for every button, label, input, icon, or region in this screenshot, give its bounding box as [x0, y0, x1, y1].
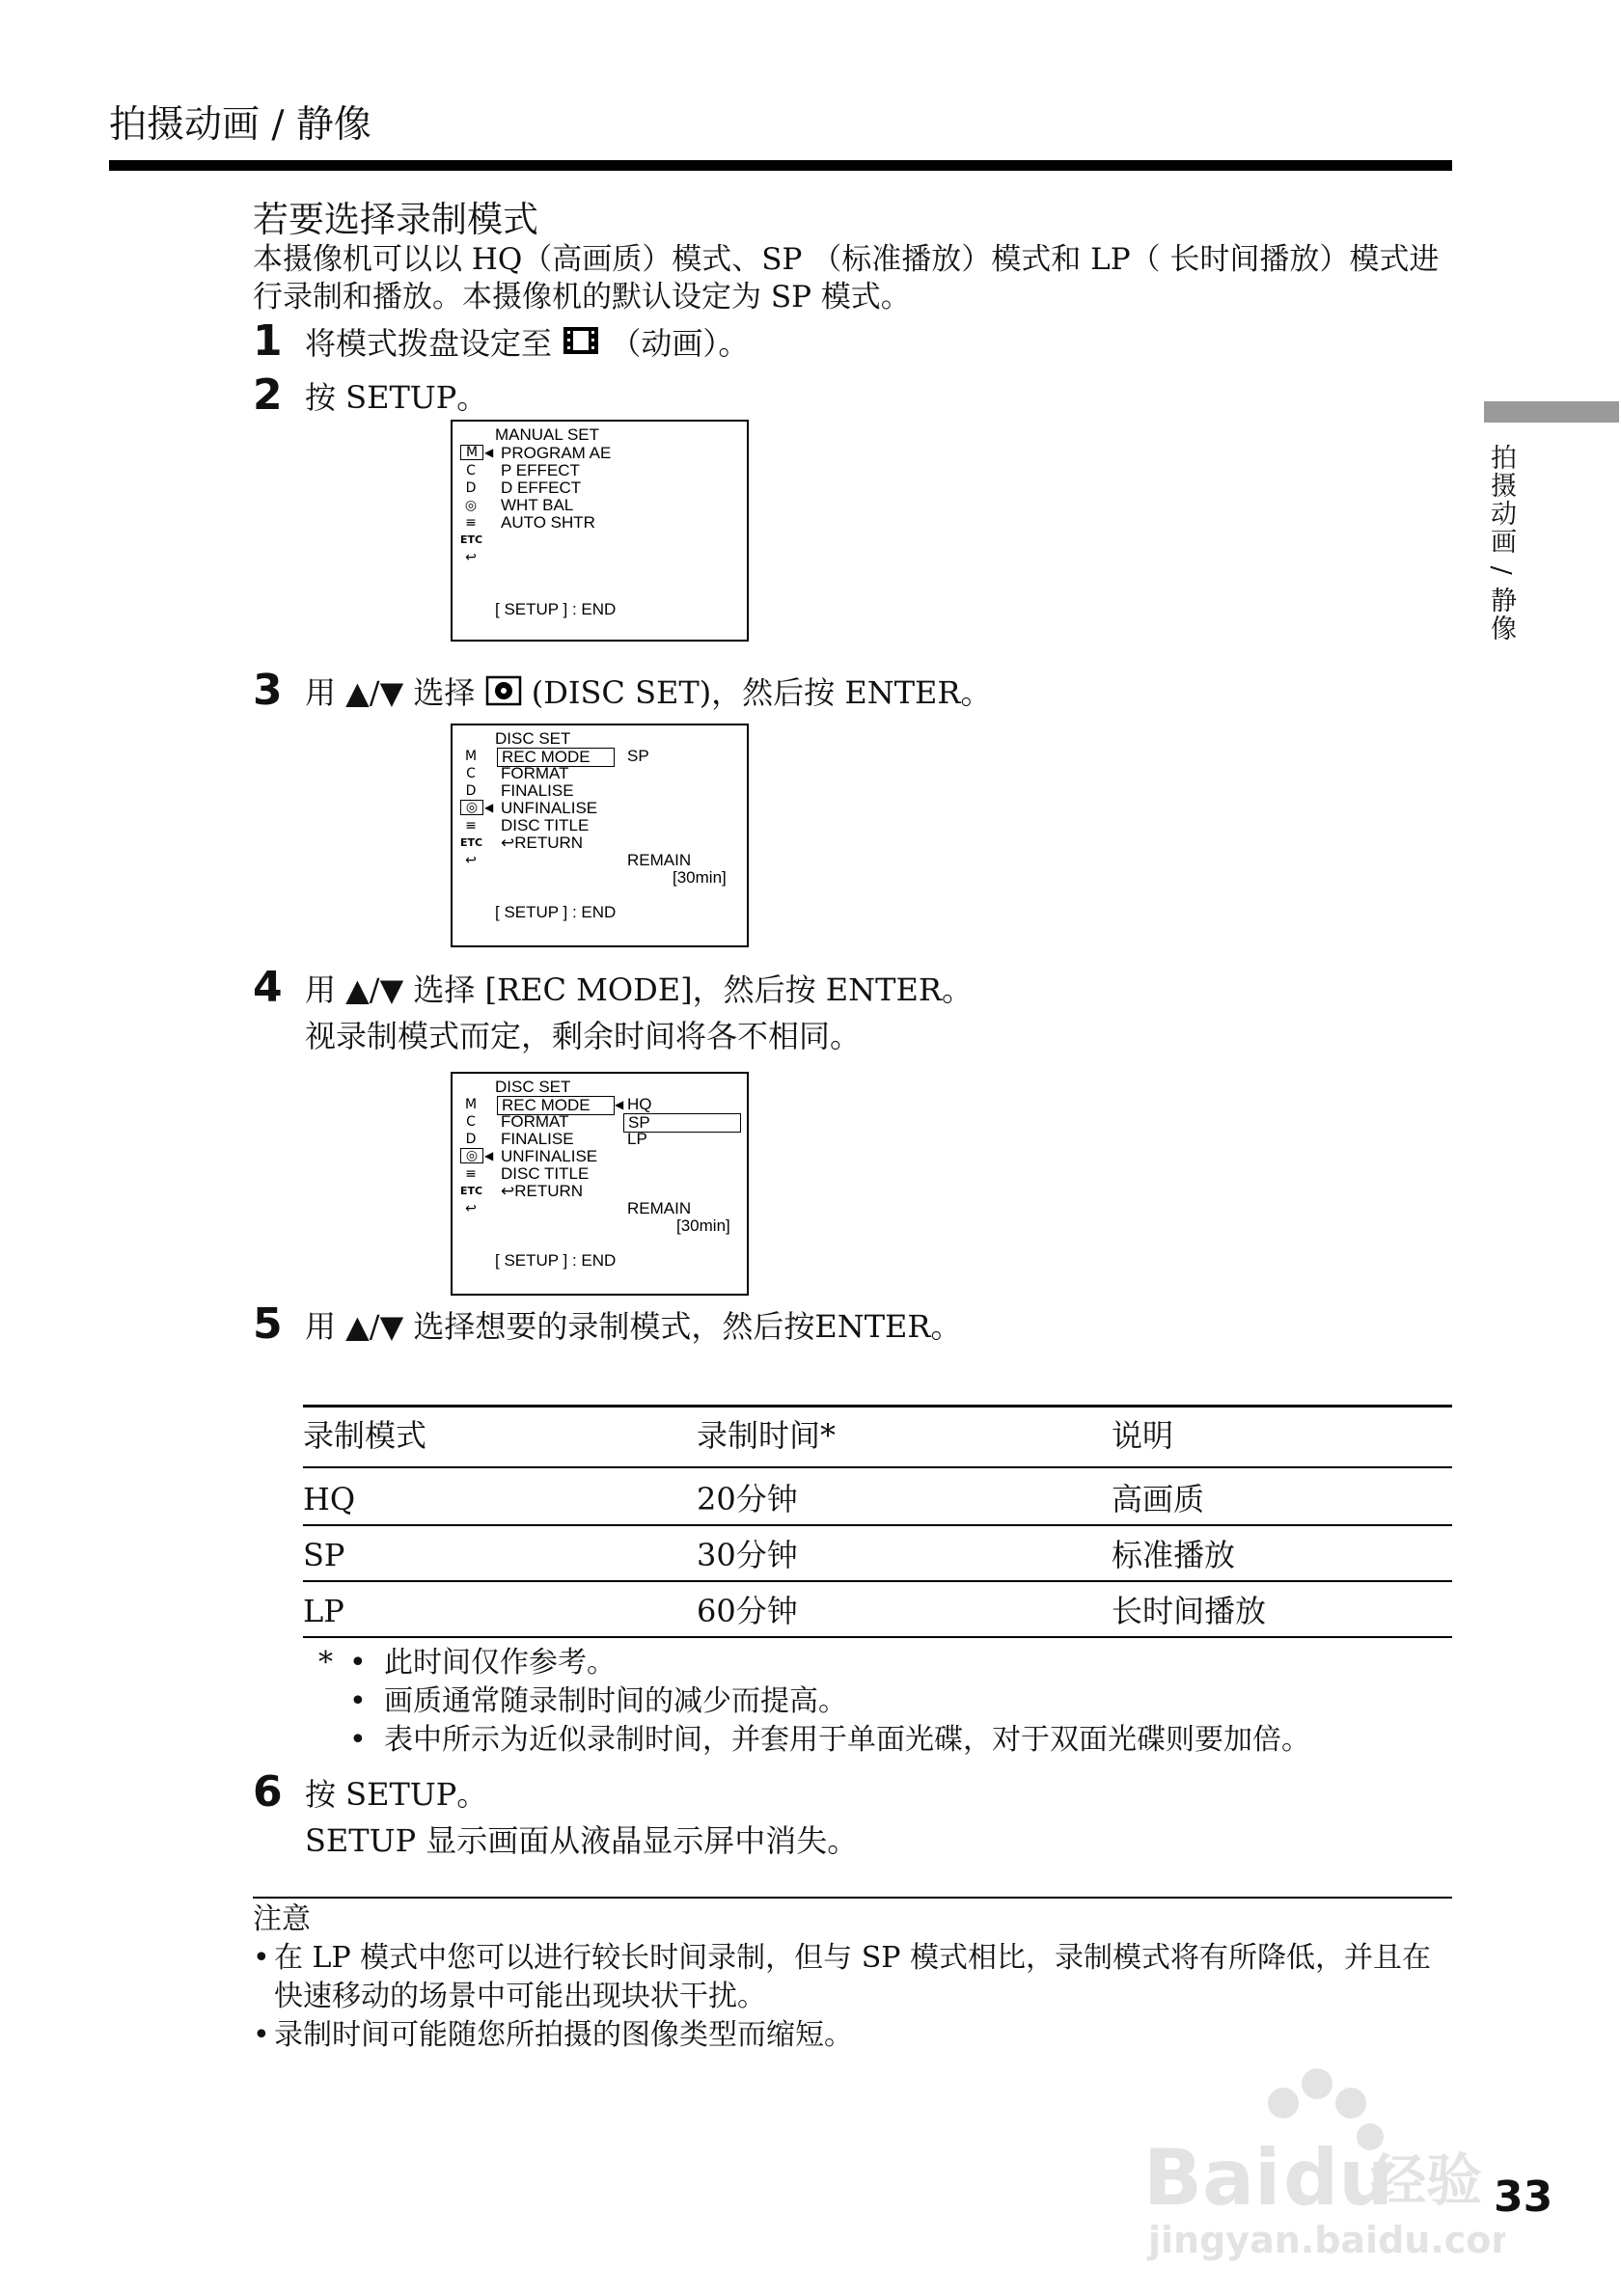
disc-set-icon: ◎: [464, 498, 478, 513]
table-header-mode: 录制模式: [303, 1417, 427, 1454]
manual-set-icon: M: [464, 749, 478, 764]
table-header-time: 录制时间*: [697, 1417, 837, 1454]
menu-item: DISC TITLE: [501, 1164, 590, 1183]
submenu-arrow-icon: ◀: [615, 1098, 624, 1111]
menu-footer: [ SETUP ] : END: [495, 1251, 617, 1270]
return-icon: ↩: [465, 550, 477, 565]
watermark-jingyan: 经验: [1370, 2147, 1483, 2213]
side-section-label: 拍摄动画 / 静像: [1486, 444, 1516, 643]
step-text-4: 用 ▲/▼ 选择 [REC MODE]，然后按 ENTER。: [305, 971, 973, 1008]
option-hq: HQ: [627, 1095, 652, 1113]
table-cell: 长时间播放: [1112, 1593, 1267, 1629]
menu-footer: [ SETUP ] : END: [495, 600, 617, 618]
table-rule: [303, 1524, 1452, 1526]
disc-set-icon: ◎ ◀: [460, 1148, 483, 1163]
bullet-icon: •: [253, 2018, 270, 2052]
menu-item: AUTO SHTR: [501, 513, 595, 532]
bullet-icon: •: [349, 1684, 367, 1718]
menu-item: P EFFECT: [501, 461, 580, 479]
remain-label: REMAIN: [627, 851, 692, 869]
menu-item: D EFFECT: [501, 478, 582, 497]
table-cell: HQ: [303, 1481, 356, 1517]
step-subtext-4: 视录制模式而定，剩余时间将各不相同。: [305, 1018, 862, 1054]
step-number-5: 5: [253, 1299, 283, 1349]
table-rule: [303, 1580, 1452, 1582]
page-number: 33: [1494, 2173, 1553, 2222]
menu-item: UNFINALISE: [501, 799, 598, 817]
camera-set-icon: C: [466, 1114, 476, 1130]
menu-item: FINALISE: [501, 781, 574, 800]
watermark-url: jingyan.baidu.com: [1148, 2219, 1505, 2261]
step-number-6: 6: [253, 1767, 283, 1817]
side-tab-marker: [1484, 401, 1619, 423]
step-1-text-a: 将模式拨盘设定至: [305, 325, 553, 362]
step-number-2: 2: [253, 370, 283, 420]
menu-item: UNFINALISE: [501, 1147, 598, 1165]
menu-item: ↩RETURN: [501, 1182, 584, 1200]
memory-set-icon: ≡: [465, 515, 477, 531]
baidu-watermark: [1139, 2045, 1505, 2267]
table-note: 画质通常随录制时间的减少而提高。: [384, 1684, 847, 1718]
menu-footer: [ SETUP ] : END: [495, 903, 617, 921]
menu-title: DISC SET: [495, 729, 571, 748]
table-cell: 30分钟: [697, 1537, 798, 1573]
page-header-title: 拍摄动画 / 静像: [109, 103, 371, 147]
step-number-4: 4: [253, 963, 283, 1012]
bullet-icon: •: [253, 1941, 270, 1975]
manual-set-icon: M: [464, 1097, 478, 1112]
lcd-set-icon: D: [465, 1132, 477, 1147]
bullet-icon: •: [349, 1646, 367, 1680]
step-text-1: [305, 320, 749, 369]
note-item: 录制时间可能随您所拍摄的图像类型而缩短。: [274, 2018, 853, 2052]
table-cell: SP: [303, 1537, 345, 1573]
table-rule-top: [303, 1405, 1452, 1408]
step-text-6: 按 SETUP。: [305, 1776, 488, 1813]
disc-set-icon: ◎ ◀: [460, 800, 483, 815]
table-cell: 20分钟: [697, 1481, 798, 1517]
note-item: 在 LP 模式中您可以进行较长时间录制，但与 SP 模式相比，录制模式将有所降低，并且在快速移动的场景中可能出现块状干扰。: [274, 1941, 1431, 2013]
table-note-marker: *: [318, 1646, 333, 1680]
menu-item: FORMAT: [501, 764, 569, 782]
etc-icon: ETC: [460, 1185, 483, 1197]
menu-screen-manual-set: [451, 420, 749, 642]
step-text-2: 按 SETUP。: [305, 379, 488, 416]
step-1-text-b: （动画）。: [610, 325, 750, 362]
step-3-text-b: (DISC SET)，然后按 ENTER。: [531, 674, 992, 711]
etc-icon: ETC: [460, 836, 483, 849]
remain-value: [30min]: [673, 868, 727, 887]
menu-screen-disc-set: [451, 724, 749, 947]
lcd-set-icon: D: [465, 783, 477, 799]
table-rule: [303, 1466, 1452, 1468]
step-text-5: 用 ▲/▼ 选择想要的录制模式，然后按ENTER。: [305, 1308, 962, 1345]
menu-item: WHT BAL: [501, 496, 574, 514]
section-title: 若要选择录制模式: [253, 199, 538, 240]
menu-item: DISC TITLE: [501, 816, 590, 834]
option-lp: LP: [627, 1130, 647, 1148]
menu-item: ↩RETURN: [501, 834, 584, 852]
camera-set-icon: C: [466, 463, 476, 478]
camera-set-icon: C: [466, 766, 476, 781]
table-cell: LP: [303, 1593, 344, 1629]
table-note: 此时间仅作参考。: [384, 1646, 616, 1680]
menu-current-value: SP: [627, 747, 649, 765]
notes-rule: [253, 1897, 1452, 1899]
menu-item: FORMAT: [501, 1112, 569, 1131]
menu-item-rec-mode: REC MODE: [497, 1096, 615, 1115]
memory-set-icon: ≡: [465, 1166, 477, 1182]
notes-title: 注意: [253, 1902, 311, 1936]
table-header-description: 说明: [1112, 1417, 1174, 1454]
menu-title: MANUAL SET: [495, 425, 600, 444]
table-cell: 高画质: [1112, 1481, 1205, 1517]
step-subtext-6: SETUP 显示画面从液晶显示屏中消失。: [305, 1822, 859, 1859]
step-number-3: 3: [253, 666, 283, 715]
watermark-brand: Bai: [1143, 2133, 1281, 2223]
bullet-icon: •: [349, 1723, 367, 1757]
table-note: 表中所示为近似录制时间，并套用于单面光碟，对于双面光碟则要加倍。: [384, 1723, 1310, 1757]
return-icon: ↩: [465, 1201, 477, 1216]
section-intro: 本摄像机可以以 HQ（高画质）模式、SP （标准播放）模式和 LP（ 长时间播放）模式进行录制和播放。本摄像机的默认设定为 SP 模式。: [253, 242, 1440, 314]
return-icon: ↩: [465, 853, 477, 868]
menu-title: DISC SET: [495, 1078, 571, 1096]
step-3-text-a: 用 ▲/▼ 选择: [305, 674, 476, 711]
menu-item-rec-mode: REC MODE: [497, 748, 615, 767]
remain-label: REMAIN: [627, 1199, 692, 1217]
menu-screen-rec-mode: [451, 1072, 749, 1296]
table-cell: 60分钟: [697, 1593, 798, 1629]
disc-set-icon: [485, 672, 522, 719]
watermark-brand-du: du: [1283, 2133, 1394, 2223]
etc-icon: ETC: [460, 533, 483, 546]
remain-value: [30min]: [676, 1216, 730, 1235]
menu-item: PROGRAM AE: [501, 444, 612, 462]
step-number-1: 1: [253, 316, 283, 366]
menu-item: FINALISE: [501, 1130, 574, 1148]
header-rule: [109, 160, 1452, 171]
table-cell: 标准播放: [1112, 1537, 1236, 1573]
option-sp-selected: SP: [623, 1113, 741, 1133]
movie-mode-icon: [562, 323, 600, 369]
manual-set-icon: M ◀: [460, 445, 483, 460]
table-rule-bottom: [303, 1636, 1452, 1638]
step-text-3: [305, 670, 992, 719]
memory-set-icon: ≡: [465, 818, 477, 834]
lcd-set-icon: D: [465, 480, 477, 496]
